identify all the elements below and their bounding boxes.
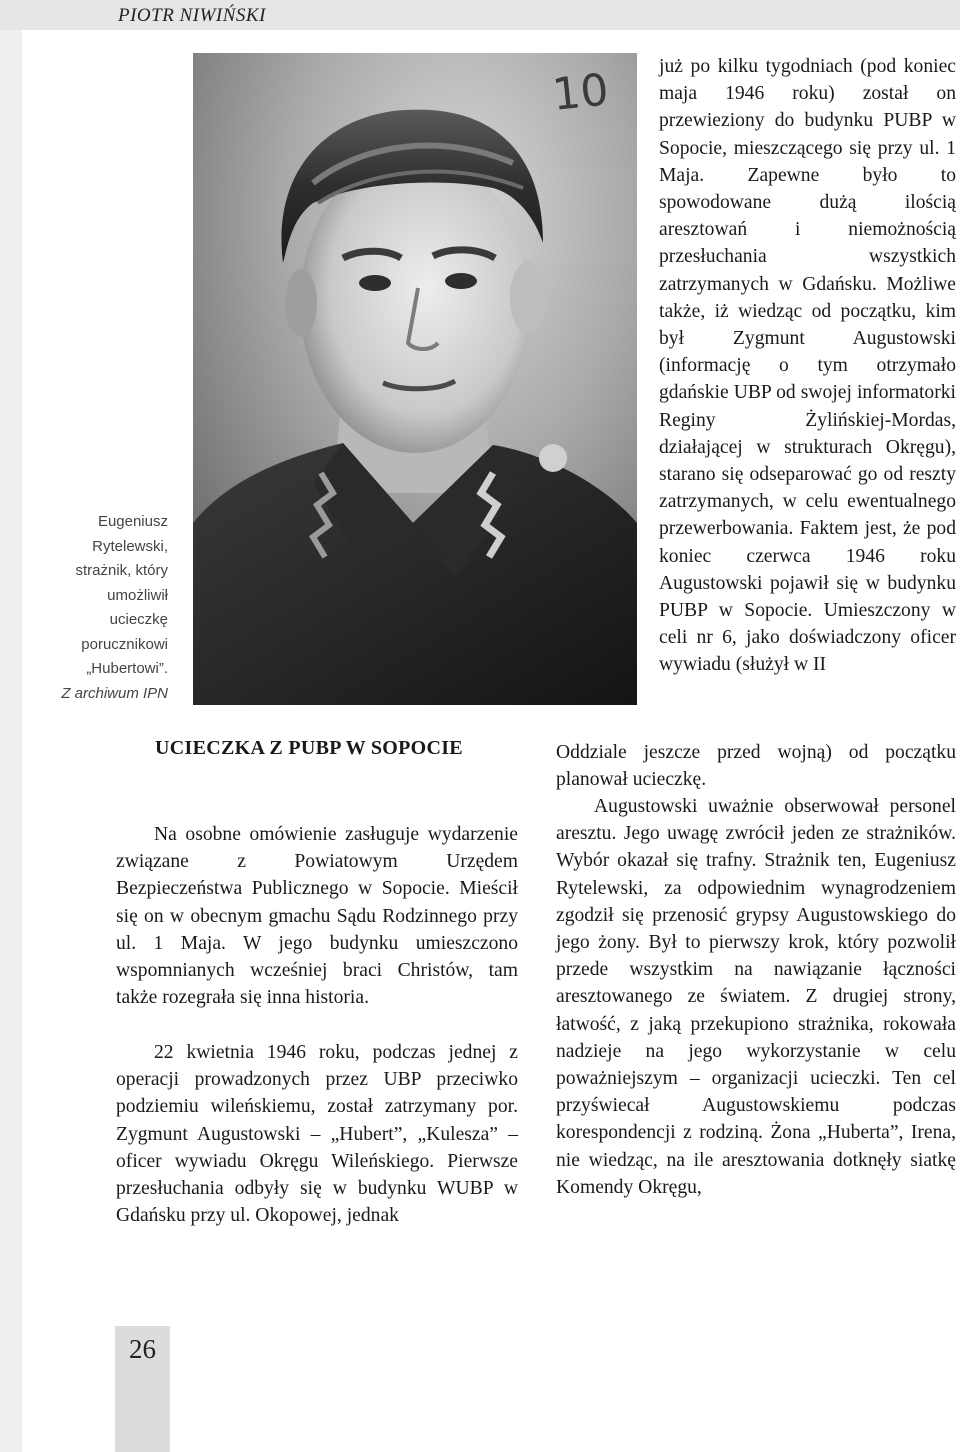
caption-line: strażnik, który	[75, 562, 168, 579]
right-paragraph-2: Augustowski uważnie obserwował personel aresztu. Jego uwagę zwrócił jeden ze strażników. Wybór okazał się trafny. Strażnik ten, Eugeniusz Rytelewski, za odpowiednim wynagrodzeniem zgodził się przenosić grypsy Augustowskiego do jego żony. Był to pierwszy krok, który pozwolił przede wszystkim na nawiązanie łączności aresztowanego ze światem. Z drugiej strony, łatwość, z jaką przekupiono strażnika, rokowała nadzieje na jego wykorzystanie w celu poważniejszym – organizacji ucieczki. Ten cel przyświecał Augustowskiemu podczas korespondencji z rodziną. Żona „Huberta”, Irena, nie wiedząc, na ile aresztowania dotknęły siatkę Komendy Okręgu,	[556, 796, 956, 1198]
caption-line: porucznikowi	[81, 635, 168, 653]
caption-line: Rytelewski,	[92, 537, 168, 555]
caption-line: ucieczkę	[109, 611, 168, 628]
portrait-image	[193, 53, 637, 705]
caption-line: Eugeniusz	[97, 513, 168, 530]
right-wide-text: Oddziale jeszcze przed wojną) od początku planował ucieczkę.	[556, 742, 956, 791]
running-header	[0, 0, 960, 30]
right-narrow-text: już po kilku tygodniach (pod koniec maja 1946 roku) został on przewieziony do budynku PUBP w Sopocie, mieszczącego się przy ul. 1 Maja. Zapewne było to spowodowane dużą ilością aresztowań i niemożnością przesłuchania wszystkich zatrzymanych w Gdańsku. Możliwe także, iż wiedząc od początku, kim był Zygmunt Augustowski (informację o tym otrzymało gdańskie UBP od swojej informatorki Reginy Żylińskiej-Mordas, działającej w strukturach Okręgu), starano się odseparować go od reszty zatrzymanych, w celu ewentualnego przewerbowania. Faktem jest, że pod koniec czerwca 1946 roku Augustowski pojawił się w budynku PUBP w Sopocie. Umieszczony w celi nr 6, jako doświadczony oficer wywiadu (służył w II	[659, 56, 956, 676]
left-paragraph-1: Na osobne omówienie zasługuje wydarzenie związane z Powiatowym Urzędem Bezpieczeństwa Publicznego w Sopocie. Mieścił się on w obecnym gmachu Sądu Rodzinnego przy ul. 1 Maja. W jego budynku umieszczono wspomnianych wcześniej braci Christów, tam także rozegrała się inna historia.	[116, 824, 518, 1009]
left-paragraph-2: 22 kwietnia 1946 roku, podczas jednej z operacji prowadzonych przez UBP przeciwko podziemiu wileńskiemu, został zatrzymany por. Zygmunt Augustowski – „Hubert”, „Kulesza” – oficer wywiadu Okręgu Wileńskiego. Pierwsze przesłuchania odbyły się w budynku WUBP w Gdańsku przy ul. Okopowej, jednak	[116, 1042, 518, 1227]
margin-strip	[0, 30, 22, 1452]
caption-credit: Z archiwum IPN	[61, 684, 168, 702]
caption-line: umożliwił	[107, 586, 168, 604]
page-number-box	[115, 1326, 170, 1452]
photo-caption	[30, 510, 168, 706]
page-number: 26	[129, 1334, 156, 1364]
author-name: PIOTR NIWIŃSKI	[118, 5, 266, 26]
caption-line: „Hubertowi”.	[86, 660, 168, 677]
portrait-photo	[193, 53, 637, 705]
photo-annotation: 10	[549, 64, 611, 121]
section-heading: UCIECZKA Z PUBP W SOPOCIE	[155, 737, 463, 759]
